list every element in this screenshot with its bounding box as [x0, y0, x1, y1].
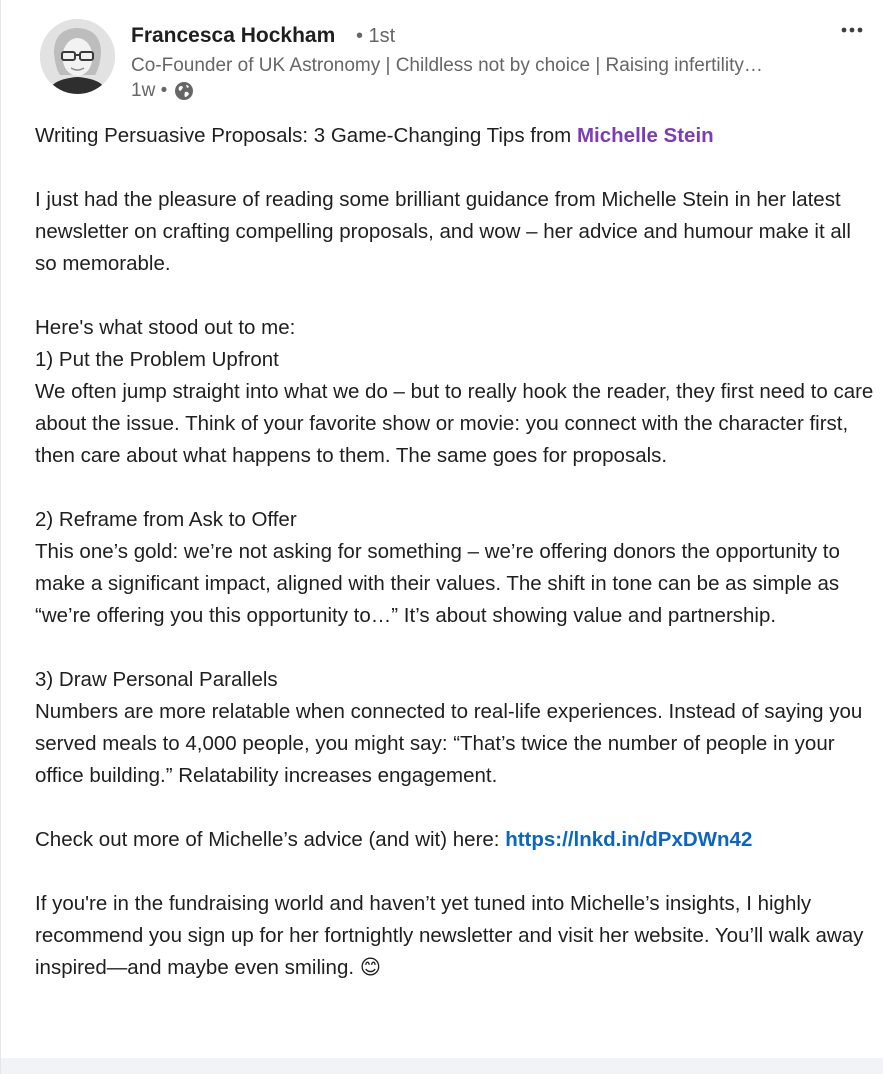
lead-in-text: Here's what stood out to me: — [35, 316, 296, 339]
post-intro: I just had the pleasure of reading some brilliant guidance from Michelle Stein in her latest newsletter on crafting compelling proposals, and wow – her advice and humour make it all so memorable. — [35, 188, 851, 275]
checkout-text: Check out more of Michelle’s advice (and wit) here: — [35, 828, 506, 851]
post-title — [35, 120, 875, 152]
tip1-heading: 1) Put the Problem Upfront — [35, 348, 279, 371]
more-options-button[interactable] — [837, 18, 867, 42]
tip2-text: This one’s gold: we’re not asking for something – we’re offering donors the opportunity to make a significant impact, aligned with their values. The shift in tone can be as simple as “we’re offering you this opportunity to…” It’s about showing value and partnership. — [35, 540, 840, 627]
tip2-heading: 2) Reframe from Ask to Offer — [35, 508, 297, 531]
author-name[interactable]: Francesca Hockham — [131, 24, 336, 47]
globe-icon — [173, 80, 195, 102]
post-time: 1w • — [131, 80, 168, 101]
author-headline[interactable]: Co-Founder of UK Astronomy | Childless not by choice | Raising infertility… — [131, 55, 763, 76]
external-link[interactable]: https://lnkd.in/dPxDWn42 — [505, 828, 753, 851]
post-meta — [131, 80, 195, 102]
avatar-photo — [40, 19, 115, 94]
closing-paragraph: If you're in the fundraising world and haven’t yet tuned into Michelle’s insights, I highly recommend you sign up for her fortnightly newsletter and visit her website. You’ll walk away inspired—and maybe even smiling. 😊 — [35, 892, 864, 979]
tip2-block — [35, 504, 875, 632]
card-bottom-divider — [1, 1058, 883, 1074]
connection-degree: • 1st — [356, 25, 396, 47]
checkout-line — [35, 824, 875, 856]
tip1-block — [35, 312, 875, 472]
mention-link[interactable]: Michelle Stein — [576, 124, 714, 147]
tip3-heading: 3) Draw Personal Parallels — [35, 668, 278, 691]
tip3-text: Numbers are more relatable when connected to real-life experiences. Instead of saying you served meals to 4,000 people, you might say: “That’s twice the number of people in your office building.” Relatability increases engagement. — [35, 700, 863, 787]
tip3-block — [35, 664, 875, 792]
tip1-text: We often jump straight into what we do – but to really hook the reader, they first need to care about the issue. Think of your favorite show or movie: you connect with the character first, then care about what happens to them. The same goes for proposals. — [35, 380, 874, 467]
author-avatar[interactable] — [40, 19, 115, 94]
post-body — [35, 120, 875, 1016]
post-title-text: Writing Persuasive Proposals: 3 Game-Changing Tips from — [35, 124, 577, 147]
more-horizontal-icon — [837, 18, 867, 42]
